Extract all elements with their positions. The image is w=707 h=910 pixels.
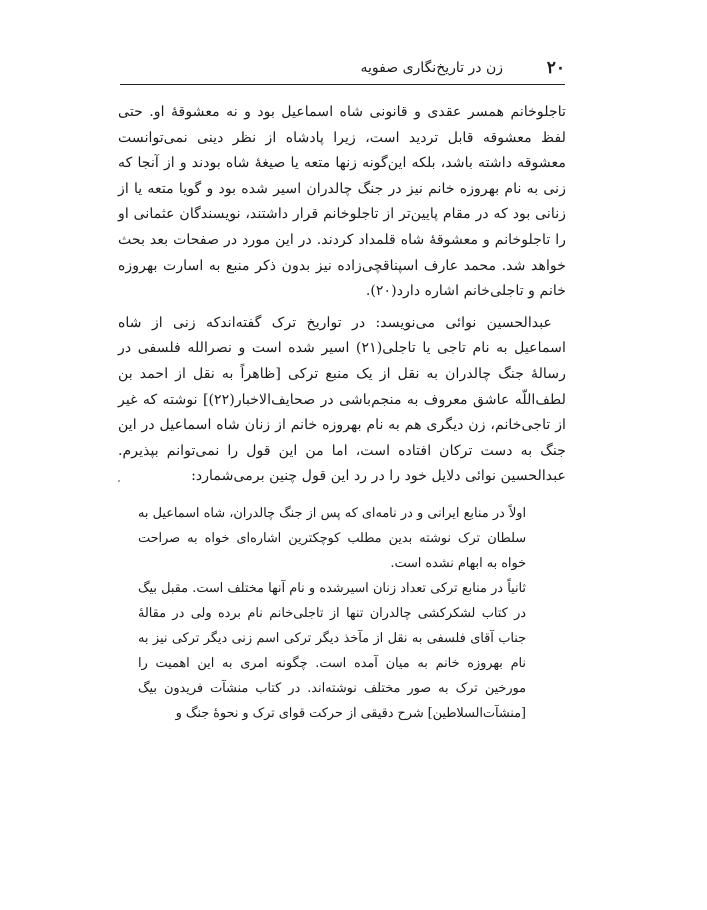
- paragraph-1: تاجلوخانم همسر عقدی و قانونی شاه اسماعیل بود و نه معشوقهٔ او. حتی لفظ معشوقه قابل تردید است، زیرا پادشاه از نظر دینی نمی‌توانست معشوقه داشته باشد، بلکه این‌گونه زنها متعه یا صیغهٔ شاه بودند و از آنجا که زنی به نام بهروزه خانم نیز در جنگ چالدران اسیر شده بود و گویا متعه یا از زنانی بود که در مقام پایین‌تر از تاجلوخانم قرار داشتند، نویسندگان عثمانی او را تاجلوخانم و معشوقهٔ شاه قلمداد کردند. در این مورد در صفحات بعد بحث خواهد شد. محمد عارف اسپناقچی‌زاده نیز بدون ذکر منبع به اسارت بهروزه خانم و تاجلی‌خانم اشاره دارد(۲۰).: [118, 104, 566, 300]
- page-header: [120, 56, 565, 85]
- body-text: [118, 100, 566, 726]
- quote-paragraph-1: اولاً در منابع ایرانی و در نامه‌ای که پس از جنگ چالدران، شاه اسماعیل به سلطان ترک نوشته بدین مطلب کوچکترین اشاره‌ای خواه به صراحت خواه به ابهام نشده است.: [138, 505, 526, 571]
- stray-mark: [118, 480, 120, 482]
- block-quote: [118, 501, 566, 726]
- page-number: ۲۰: [546, 58, 565, 78]
- paragraph-2: عبدالحسین نوائی می‌نویسد: در تواریخ ترک گفته‌اندکه زنی از شاه اسماعیل به نام تاجی یا تاجلی(۲۱) اسیر شده است و نصرالله فلسفی در رسالهٔ جنگ چالدران به نقل از یک منبع ترکی [ظاهراً به نقل از احمد بن لطف‌اللّه عاشق معروف به منجم‌باشی در صحایف‌الاخبار(۲۲)] نوشته که غیر از تاجی‌خانم، زن دیگری هم به نام بهروزه خانم از زنان شاه اسماعیل در این جنگ به دست ترکان افتاده است، اما من این قول را نمی‌توانم بپذیرم. عبدالحسین نوائی دلایل خود را در رد این قول چنین برمی‌شمارد:: [118, 314, 566, 485]
- quote-paragraph-2: ثانیاً در منابع ترکی تعداد زنان اسیرشده و نام آنها مختلف است. مقبل بیگ در کتاب لشکرکشی چالدران تنها از تاجلی‌خانم نام برده ولی در مقالهٔ جناب آقای فلسفی به نقل از مآخذ دیگر ترکی اسم زنی دیگر ترکی نیز به نام بهروزه خانم به میان آمده است. چگونه امری به این اهمیت را مورخین ترک به صور مختلف نوشته‌اند. در کتاب منشآت فریدون بیگ [منشآت‌السلاطین] شرح دقیقی از حرکت قوای ترک و نحوهٔ جنگ و: [138, 580, 526, 721]
- running-title: زن در تاریخ‌نگاری صفویه: [360, 60, 503, 76]
